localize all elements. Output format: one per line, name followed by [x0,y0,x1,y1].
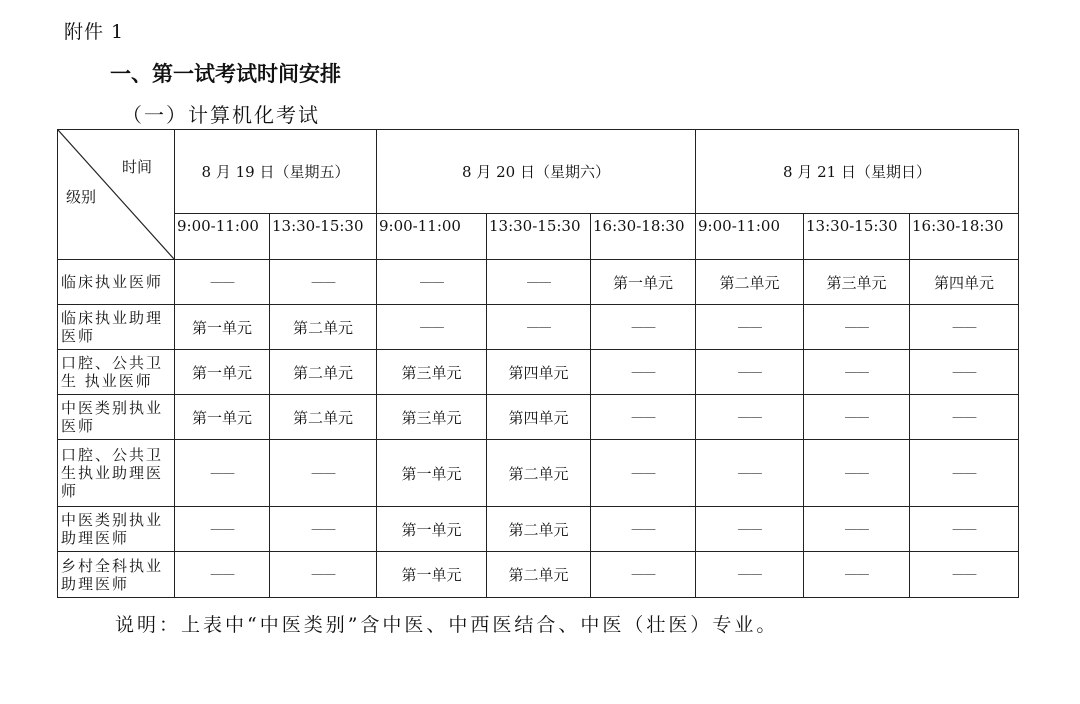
schedule-cell: 第三单元 [377,395,487,440]
exam-schedule-table [57,129,1019,598]
schedule-cell: —— [696,507,804,552]
schedule-cell: 第一单元 [175,395,270,440]
schedule-cell: —— [696,350,804,395]
schedule-cell: 第二单元 [487,552,591,598]
time-slot-header: 13:30-15:30 [804,214,910,260]
schedule-cell: —— [804,350,910,395]
time-header-row [58,214,1019,260]
schedule-cell: —— [804,305,910,350]
schedule-cell: 第一单元 [175,305,270,350]
schedule-cell: —— [591,507,696,552]
level-label: 中医类别执业 医师 [58,395,175,440]
schedule-cell: —— [270,552,377,598]
time-slot-header: 9:00-11:00 [175,214,270,260]
table-note: 说明：上表中“中医类别”含中医、中西医结合、中医（壮医）专业。 [115,614,779,636]
schedule-cell: 第二单元 [487,507,591,552]
level-label: 口腔、公共卫生执业助理医师 [58,440,175,507]
schedule-cell: —— [591,440,696,507]
schedule-cell: 第二单元 [696,260,804,305]
schedule-cell: —— [175,440,270,507]
schedule-cell: 第四单元 [487,350,591,395]
schedule-cell: —— [591,350,696,395]
corner-level-label: 级别 [66,188,97,206]
schedule-cell: —— [591,395,696,440]
time-slot-header: 13:30-15:30 [487,214,591,260]
table-row [58,440,1019,507]
schedule-cell: —— [910,552,1019,598]
schedule-cell: —— [804,507,910,552]
schedule-cell: —— [696,395,804,440]
level-label: 临床执业助理 医师 [58,305,175,350]
time-slot-header: 9:00-11:00 [696,214,804,260]
level-label: 乡村全科执业助理医师 [58,552,175,598]
level-label: 中医类别执业助理医师 [58,507,175,552]
level-label: 临床执业医师 [58,260,175,305]
schedule-cell: —— [270,260,377,305]
schedule-cell: 第三单元 [377,350,487,395]
schedule-cell: —— [377,260,487,305]
schedule-cell: 第二单元 [487,440,591,507]
schedule-body [58,260,1019,598]
schedule-cell: 第一单元 [377,507,487,552]
schedule-cell: —— [910,350,1019,395]
schedule-cell: 第一单元 [377,440,487,507]
table-row [58,305,1019,350]
schedule-cell: 第一单元 [175,350,270,395]
attachment-label: 附件 1 [64,21,125,43]
schedule-cell: —— [591,305,696,350]
schedule-cell: 第二单元 [270,305,377,350]
schedule-cell: —— [696,305,804,350]
schedule-cell: —— [910,305,1019,350]
schedule-cell: —— [910,507,1019,552]
level-label: 口腔、公共卫生 执业医师 [58,350,175,395]
schedule-cell: 第四单元 [487,395,591,440]
schedule-cell: —— [910,395,1019,440]
schedule-cell: —— [175,552,270,598]
table-row [58,350,1019,395]
schedule-cell: 第一单元 [591,260,696,305]
schedule-cell: —— [377,305,487,350]
table-row [58,395,1019,440]
subsection-heading: （一）计算机化考试 [122,103,320,127]
date-header: 8 月 20 日（星期六） [377,130,696,214]
date-header: 8 月 21 日（星期日） [696,130,1019,214]
table-row [58,260,1019,305]
time-slot-header: 16:30-18:30 [591,214,696,260]
schedule-cell: 第四单元 [910,260,1019,305]
schedule-cell: —— [487,305,591,350]
schedule-cell: —— [910,440,1019,507]
time-slot-header: 9:00-11:00 [377,214,487,260]
date-header: 8 月 19 日（星期五） [175,130,377,214]
schedule-cell: —— [696,440,804,507]
schedule-cell: —— [591,552,696,598]
corner-header-cell [58,130,175,260]
time-slot-header: 13:30-15:30 [270,214,377,260]
schedule-cell: —— [804,395,910,440]
section-heading: 一、第一试考试时间安排 [110,62,341,86]
corner-time-label: 时间 [121,158,152,176]
schedule-cell: 第一单元 [377,552,487,598]
schedule-cell: —— [175,260,270,305]
time-slot-header: 16:30-18:30 [910,214,1019,260]
schedule-cell: —— [270,507,377,552]
schedule-cell: —— [804,552,910,598]
table-row [58,552,1019,598]
date-header-row [58,130,1019,214]
schedule-cell: 第三单元 [804,260,910,305]
schedule-cell: —— [487,260,591,305]
schedule-cell: —— [804,440,910,507]
schedule-cell: —— [696,552,804,598]
schedule-cell: —— [175,507,270,552]
schedule-cell: —— [270,440,377,507]
schedule-cell: 第二单元 [270,350,377,395]
schedule-cell: 第二单元 [270,395,377,440]
table-row [58,507,1019,552]
